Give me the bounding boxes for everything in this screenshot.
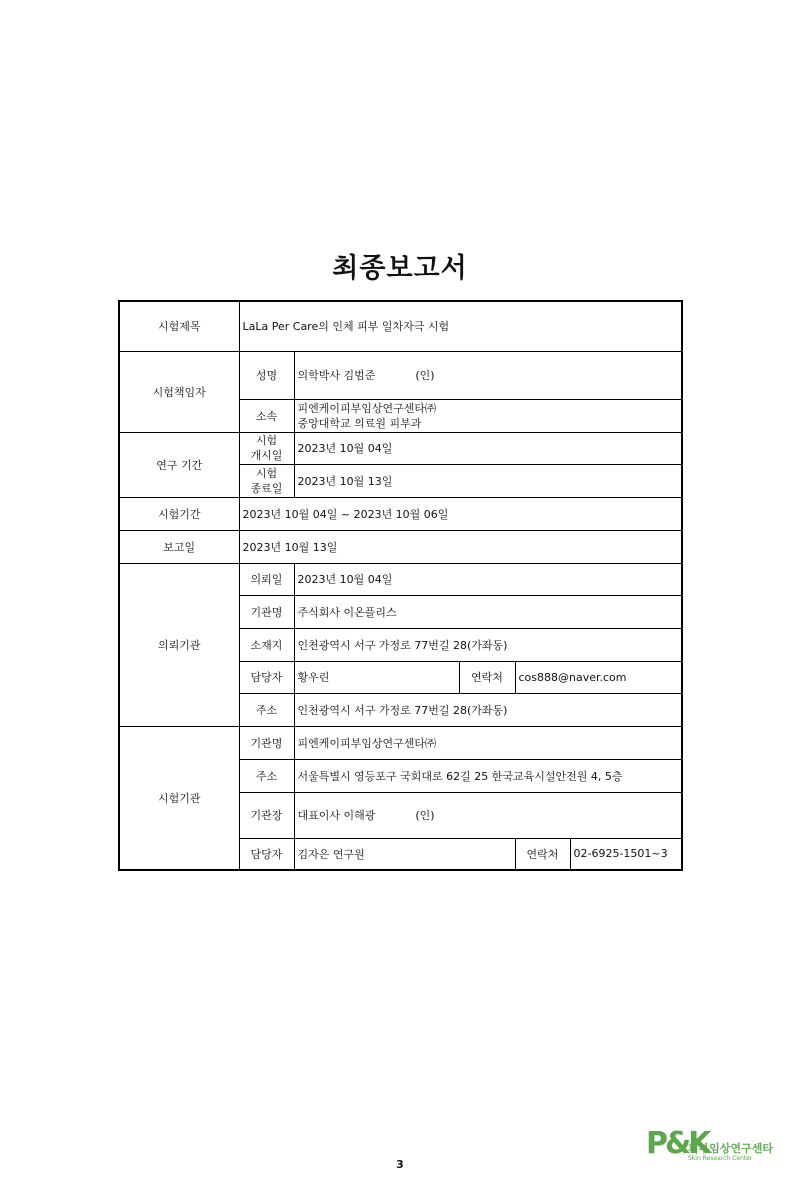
start-label-line-2: 개시일 [250,449,283,462]
test-org-head-value: 대표이사 이해광 [297,809,376,822]
end-label-line-1: 시험 [255,466,278,480]
row-test-period [119,497,682,530]
affiliation-label: 소속 [239,399,294,432]
test-org-label: 시험기관 [119,726,239,870]
pk-logo [646,1126,781,1168]
client-address-value: 인천광역시 서구 가정로 77번길 28(가좌동) [294,693,682,726]
client-location-value: 인천광역시 서구 가정로 77번길 28(가좌동) [294,628,682,661]
research-period-label: 연구 기간 [119,432,239,497]
test-org-head-seal: (인) [415,809,435,822]
test-org-contact-label: 연락처 [515,838,570,870]
row-research-start [119,432,682,464]
row-report-date [119,530,682,563]
test-org-head-cell [294,792,682,838]
test-period-value: 2023년 10월 04일 ~ 2023년 10월 06일 [239,497,682,530]
start-date-value: 2023년 10월 04일 [294,432,682,464]
responsible-label: 시험책임자 [119,351,239,432]
client-contact-label: 연락처 [459,661,515,693]
test-title-label: 시험제목 [119,301,239,351]
client-contact-value: cos888@naver.com [515,661,682,693]
name-value: 의학박사 김범준 [297,369,376,382]
logo-subtitle: Skin Research Center [688,1155,753,1162]
test-org-address-label: 주소 [239,759,294,792]
test-title-value: LaLa Per Care의 인체 피부 일차자극 시험 [239,301,682,351]
name-seal: (인) [415,369,435,382]
name-value-cell [294,351,682,399]
client-org-label: 기관명 [239,595,294,628]
client-manager-value: 황우린 [294,661,459,693]
request-date-value: 2023년 10월 04일 [294,563,682,595]
page-number: 3 [396,1158,404,1171]
report-date-label: 보고일 [119,530,239,563]
start-label-line-1: 시험 [255,434,278,447]
end-date-value: 2023년 10월 13일 [294,464,682,497]
client-address-label: 주소 [239,693,294,726]
affiliation-line-2: 중앙대학교 의료원 피부과 [297,416,422,430]
test-org-name-label: 기관명 [239,726,294,759]
row-test-org-name [119,726,682,759]
name-label: 성명 [239,351,294,399]
request-date-label: 의뢰일 [239,563,294,595]
client-org-value: 주식회사 이온플리스 [294,595,682,628]
test-org-address-value: 서울특별시 영등포구 국회대로 62길 25 한국교육시설안전원 4, 5층 [294,759,682,792]
affiliation-value-cell [294,399,682,432]
row-responsible-name [119,351,682,399]
test-org-manager-label: 담당자 [239,838,294,870]
test-org-name-value: 피엔케이피부임상연구센타㈜ [294,726,682,759]
client-location-label: 소재지 [239,628,294,661]
document-title: 최종보고서 [332,253,468,284]
test-org-contact-value: 02-6925-1501~3 [570,838,682,870]
report-date-value: 2023년 10월 13일 [239,530,682,563]
logo-mark: P&K [646,1126,709,1161]
test-org-manager-value: 김자은 연구원 [294,838,515,870]
client-label: 의뢰기관 [119,563,239,726]
client-manager-label: 담당자 [239,661,294,693]
report-summary-table [118,300,683,871]
test-org-head-label: 기관장 [239,792,294,838]
start-date-label [239,432,294,464]
test-period-label: 시험기간 [119,497,239,530]
logo-name: 피부임상연구센타 [688,1142,774,1155]
affiliation-line-1: 피엔케이피부임상연구센타㈜ [297,401,437,415]
row-client-request-date [119,563,682,595]
row-test-title [119,301,682,351]
end-date-label [239,464,294,497]
end-label-line-2: 종료일 [250,481,283,495]
